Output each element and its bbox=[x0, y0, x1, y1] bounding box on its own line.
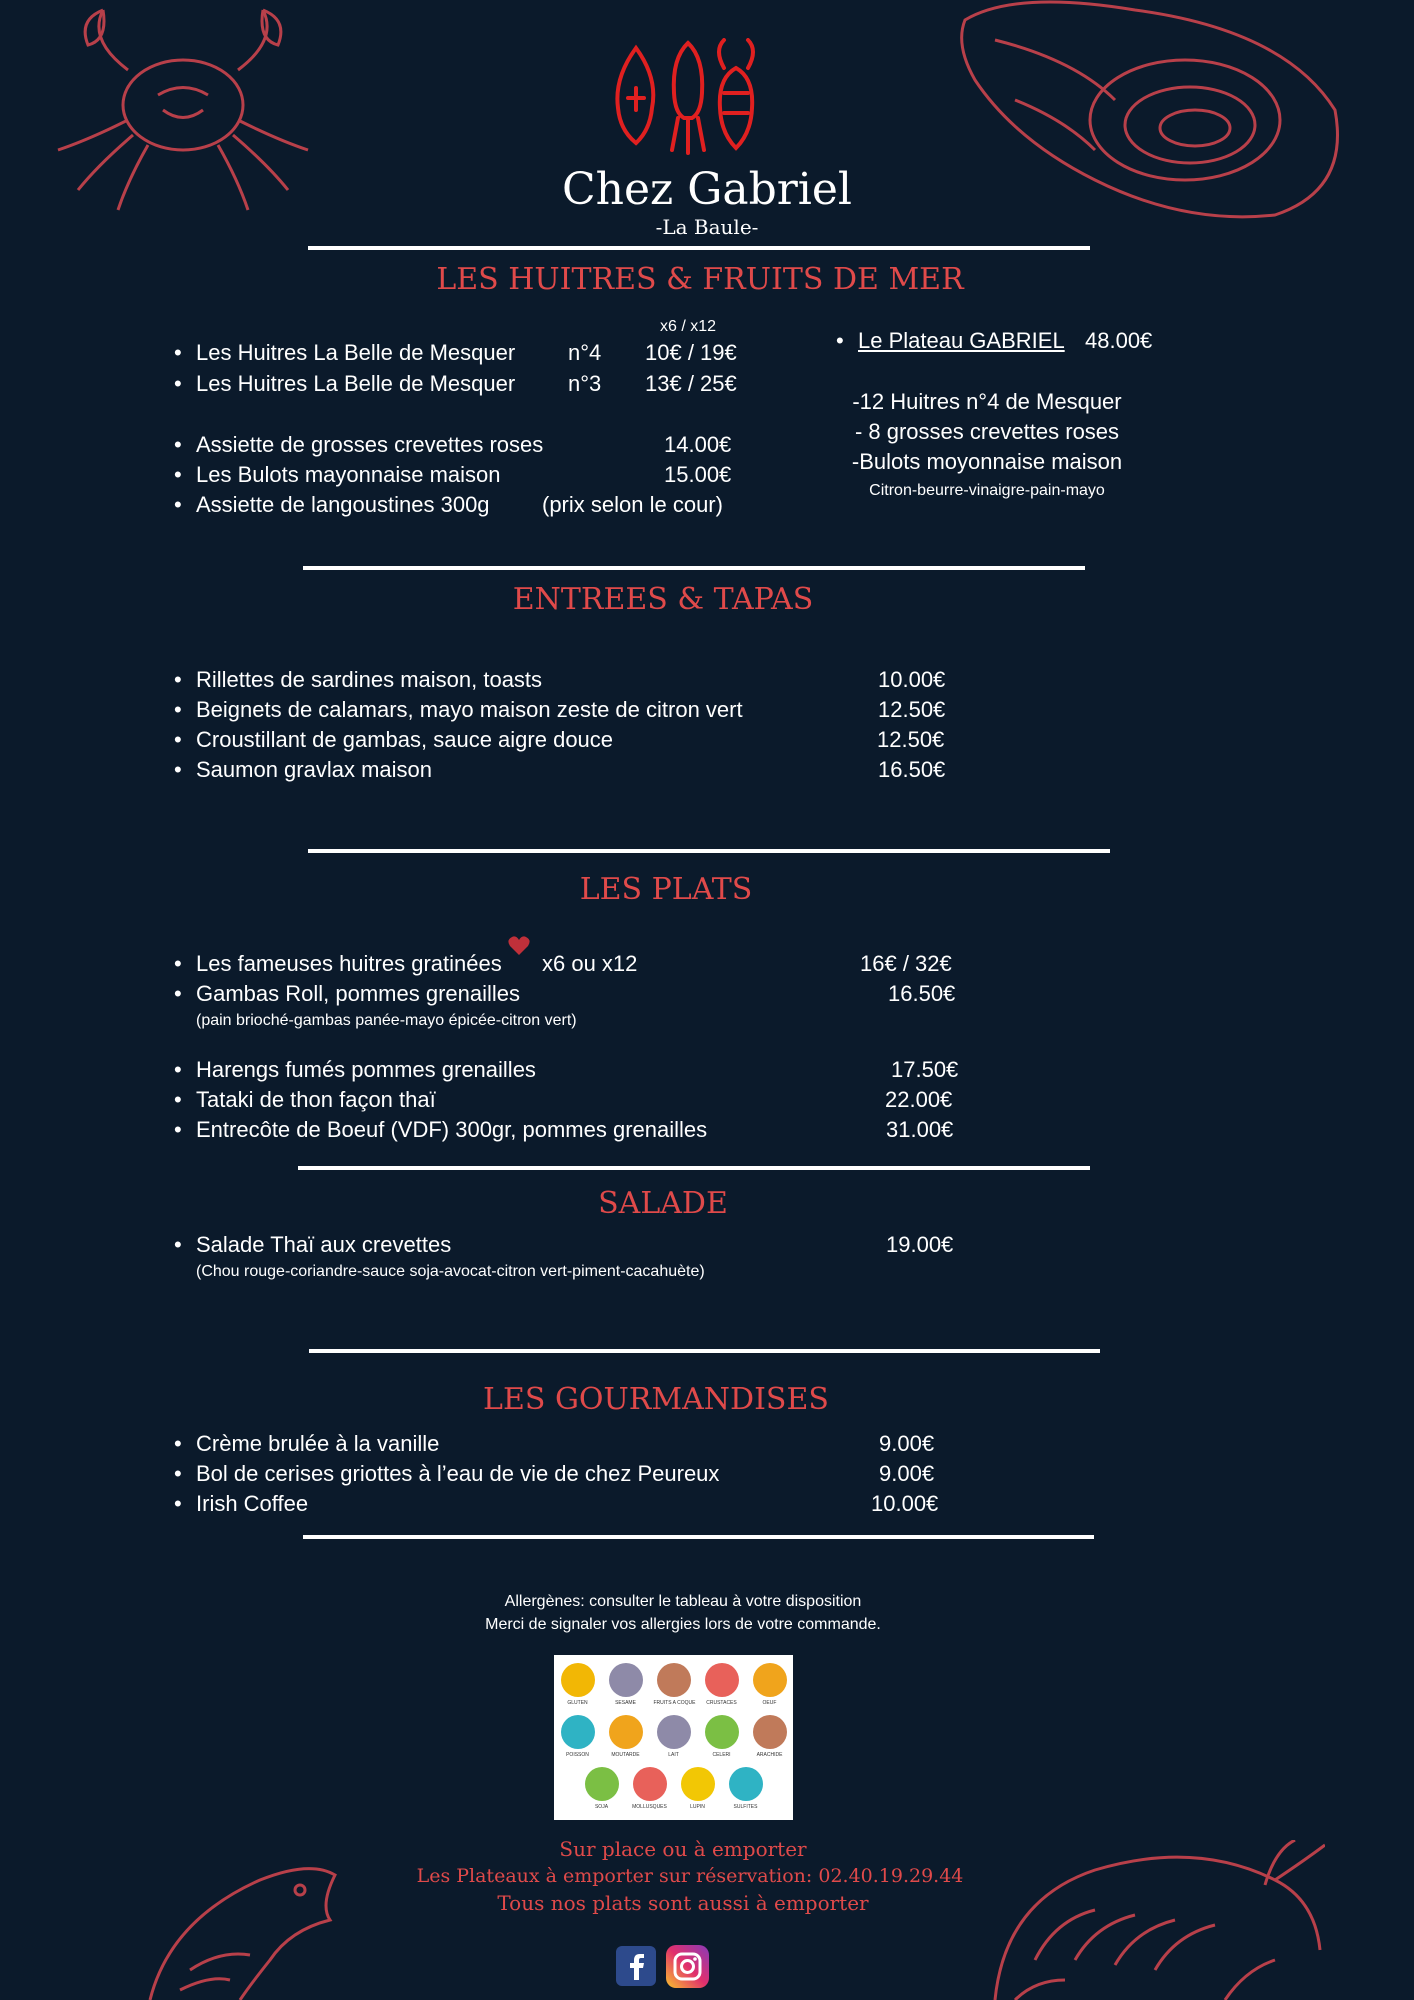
item-number: n°4 bbox=[568, 340, 602, 365]
item-price: 10€ / 19€ bbox=[645, 340, 737, 365]
allergen-label: SULFITES bbox=[733, 1804, 758, 1810]
restaurant-location: -La Baule- bbox=[655, 215, 759, 239]
allergen-icon bbox=[630, 1767, 670, 1811]
allergen-icon bbox=[726, 1767, 766, 1811]
list-item: • Les Huitres La Belle de Mesquer bbox=[196, 340, 515, 366]
allergen-circle-icon bbox=[657, 1663, 691, 1697]
item-price: 16.50€ bbox=[878, 757, 946, 782]
item-price: 12.50€ bbox=[878, 697, 946, 722]
item-price: 14.00€ bbox=[664, 432, 732, 457]
allergen-label: POISSON bbox=[566, 1752, 589, 1758]
allergen-circle-icon bbox=[729, 1767, 763, 1801]
allergen-label: FRUITS A COQUE bbox=[653, 1700, 696, 1706]
allergen-label: CRUSTACES bbox=[706, 1700, 737, 1706]
list-item: • Assiette de grosses crevettes roses bbox=[196, 432, 543, 458]
allergen-circle-icon bbox=[753, 1715, 787, 1749]
section-title-entrees: ENTREES & TAPAS bbox=[512, 582, 814, 617]
allergen-circle-icon bbox=[609, 1715, 643, 1749]
item-extra: x6 ou x12 bbox=[542, 951, 638, 976]
list-item: • Salade Thaï aux crevettes bbox=[196, 1232, 451, 1258]
item-note: (Chou rouge-coriandre-sauce soja-avocat-citron vert-piment-cacahuète) bbox=[196, 1263, 705, 1280]
crab-icon bbox=[48, 0, 318, 215]
allergen-icon bbox=[606, 1715, 646, 1759]
list-item: • Croustillant de gambas, sauce aigre douce bbox=[196, 727, 613, 753]
item-price: 10.00€ bbox=[871, 1491, 939, 1516]
allergen-label: ARACHIDE bbox=[756, 1752, 783, 1758]
list-item: • Bol de cerises griottes à l’eau de vie de chez Peureux bbox=[196, 1461, 719, 1487]
allergen-icon bbox=[750, 1715, 790, 1759]
list-item: • Rillettes de sardines maison, toasts bbox=[196, 667, 542, 693]
item-price: 9.00€ bbox=[879, 1431, 935, 1456]
instagram-icon[interactable] bbox=[666, 1945, 709, 1988]
item-price: 13€ / 25€ bbox=[645, 371, 737, 396]
footer-line: Tous nos plats sont aussi à emporter bbox=[497, 1891, 869, 1915]
allergen-circle-icon bbox=[705, 1715, 739, 1749]
allergen-icon bbox=[678, 1767, 718, 1811]
allergen-circle-icon bbox=[705, 1663, 739, 1697]
footer-line: Sur place ou à emporter bbox=[559, 1837, 807, 1861]
heart-icon bbox=[508, 936, 530, 956]
allergen-label: CELERI bbox=[712, 1752, 731, 1758]
list-item: • Les fameuses huitres gratinées bbox=[196, 951, 502, 977]
footer-line: Les Plateaux à emporter sur réservation: 02.40.19.29.44 bbox=[416, 1865, 964, 1887]
item-price: 16.50€ bbox=[888, 981, 956, 1006]
allergen-circle-icon bbox=[561, 1663, 595, 1697]
allergen-icon bbox=[582, 1767, 622, 1811]
list-item: • Crème brulée à la vanille bbox=[196, 1431, 439, 1457]
allergen-label: SOJA bbox=[594, 1804, 609, 1810]
allergen-icon bbox=[654, 1715, 694, 1759]
facebook-icon[interactable] bbox=[616, 1946, 656, 1986]
list-item: • Harengs fumés pommes grenailles bbox=[196, 1057, 536, 1083]
list-item: • Les Huitres La Belle de Mesquer bbox=[196, 371, 515, 397]
item-price: (prix selon le cour) bbox=[542, 492, 723, 517]
list-item: • Entrecôte de Boeuf (VDF) 300gr, pommes grenailles bbox=[196, 1117, 707, 1143]
instagram-glyph-icon bbox=[666, 1945, 709, 1988]
divider bbox=[298, 1166, 1090, 1170]
allergen-chart bbox=[554, 1655, 793, 1820]
allergen-icon bbox=[654, 1663, 694, 1707]
allergen-circle-icon bbox=[753, 1663, 787, 1697]
section-title-salade: SALADE bbox=[598, 1186, 728, 1221]
allergen-label: SESAME bbox=[615, 1700, 636, 1706]
allergen-circle-icon bbox=[681, 1767, 715, 1801]
item-note: (pain brioché-gambas panée-mayo épicée-citron vert) bbox=[196, 1012, 577, 1029]
allergen-notice: Merci de signaler vos allergies lors de votre commande. bbox=[485, 1616, 881, 1633]
plateau-price: 48.00€ bbox=[1085, 328, 1153, 353]
section-title-desserts: LES GOURMANDISES bbox=[483, 1382, 829, 1417]
list-item: • Tataki de thon façon thaï bbox=[196, 1087, 436, 1113]
section-title-plats: LES PLATS bbox=[579, 872, 753, 907]
allergen-circle-icon bbox=[609, 1663, 643, 1697]
item-price: 22.00€ bbox=[885, 1087, 953, 1112]
allergen-label: MOUTARDE bbox=[611, 1752, 640, 1758]
list-item: • Assiette de langoustines 300g bbox=[196, 492, 490, 518]
qty-header: x6 / x12 bbox=[660, 318, 717, 335]
list-item: • Gambas Roll, pommes grenailles bbox=[196, 981, 520, 1007]
plateau-detail: - 8 grosses crevettes roses bbox=[854, 419, 1120, 444]
item-price: 12.50€ bbox=[877, 727, 945, 752]
item-price: 17.50€ bbox=[891, 1057, 959, 1082]
allergen-label: LAIT bbox=[668, 1752, 679, 1758]
divider bbox=[309, 1349, 1100, 1353]
item-price: 16€ / 32€ bbox=[860, 951, 952, 976]
allergen-label: MOLLUSQUES bbox=[632, 1804, 667, 1810]
divider bbox=[308, 849, 1110, 853]
restaurant-name: Chez Gabriel bbox=[562, 164, 852, 215]
list-item: • Saumon gravlax maison bbox=[196, 757, 432, 783]
list-item: • Les Bulots mayonnaise maison bbox=[196, 462, 501, 488]
allergen-icon bbox=[558, 1715, 598, 1759]
allergen-icon bbox=[750, 1663, 790, 1707]
allergen-icon bbox=[702, 1715, 742, 1759]
allergen-label: GLUTEN bbox=[567, 1700, 588, 1706]
fish-icon bbox=[130, 1860, 345, 2000]
section-title-huitres: LES HUITRES & FRUITS DE MER bbox=[436, 262, 964, 297]
allergen-icon bbox=[558, 1663, 598, 1707]
item-price: 9.00€ bbox=[879, 1461, 935, 1486]
item-price: 19.00€ bbox=[886, 1232, 954, 1257]
allergen-icon bbox=[702, 1663, 742, 1707]
oyster-icon bbox=[955, 0, 1345, 225]
plateau-detail: -12 Huitres n°4 de Mesquer bbox=[852, 389, 1122, 414]
list-item: • Beignets de calamars, mayo maison zeste de citron vert bbox=[196, 697, 743, 723]
plateau-detail: -Bulots moyonnaise maison bbox=[851, 449, 1123, 474]
plateau-extras: Citron-beurre-vinaigre-pain-mayo bbox=[869, 482, 1105, 499]
item-price: 10.00€ bbox=[878, 667, 946, 692]
allergen-circle-icon bbox=[633, 1767, 667, 1801]
allergen-label: OEUF bbox=[762, 1700, 777, 1706]
divider bbox=[303, 1535, 1094, 1539]
divider bbox=[303, 566, 1085, 570]
allergen-notice: Allergènes: consulter le tableau à votre disposition bbox=[504, 1593, 862, 1610]
divider bbox=[308, 246, 1090, 250]
item-number: n°3 bbox=[568, 371, 602, 396]
item-price: 15.00€ bbox=[664, 462, 732, 487]
facebook-glyph-icon bbox=[616, 1946, 656, 1986]
allergen-circle-icon bbox=[585, 1767, 619, 1801]
allergen-icon bbox=[606, 1663, 646, 1707]
allergen-label: LUPIN bbox=[690, 1804, 705, 1810]
plateau-name: • Le Plateau GABRIEL bbox=[858, 328, 1065, 354]
allergen-circle-icon bbox=[657, 1715, 691, 1749]
seafood-logo-icon bbox=[606, 38, 770, 158]
allergen-circle-icon bbox=[561, 1715, 595, 1749]
item-price: 31.00€ bbox=[886, 1117, 954, 1142]
list-item: • Irish Coffee bbox=[196, 1491, 308, 1517]
